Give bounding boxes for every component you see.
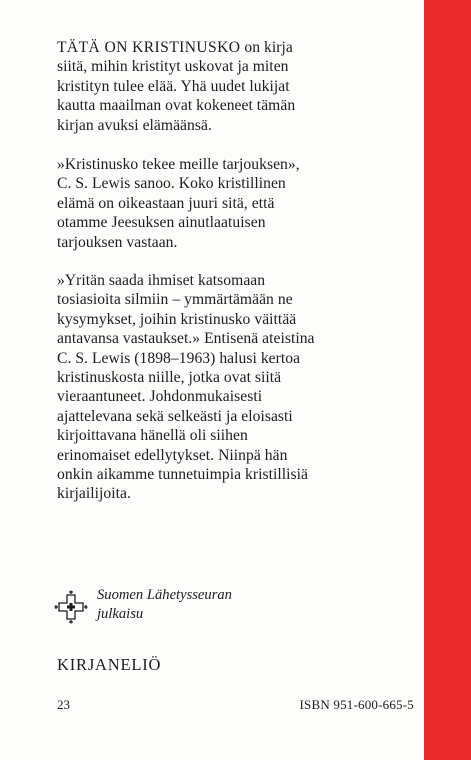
blurb-line: kirjan avuksi elämäänsä. xyxy=(57,116,212,134)
blurb-line: kristinuskosta niille, jotka ovat siitä xyxy=(57,369,282,387)
lead-caps: TÄTÄ ON KRISTINUSKO xyxy=(57,39,241,56)
blurb-line: erinomaiset edellytykset. Niinpä hän xyxy=(57,446,288,464)
blurb-line: C. S. Lewis sanoo. Koko kristillinen xyxy=(57,175,286,193)
blurb-line: otamme Jeesuksen ainutlaatuisen xyxy=(57,214,266,232)
blurb-paragraph-1 xyxy=(57,38,402,135)
imprint-name: KIRJANELIÖ xyxy=(57,655,162,674)
blurb-line: siitä, mihin kristityt uskovat ja miten xyxy=(57,58,289,76)
blurb-line: tarjouksen vastaan. xyxy=(57,233,178,251)
blurb-line: vieraantuneet. Johdonmukaisesti xyxy=(57,388,263,406)
publisher-mark xyxy=(53,586,363,632)
blurb-paragraph-3 xyxy=(57,271,402,504)
blurb-line: kirjoittavana hänellä oli siihen xyxy=(57,427,248,445)
publisher-name xyxy=(97,586,232,624)
product-code: 23 xyxy=(57,697,70,712)
red-edge-stripe xyxy=(424,0,471,760)
publisher-line-1: Suomen Lähetysseuran xyxy=(97,587,232,603)
isbn: ISBN 951-600-665-5 xyxy=(299,697,414,712)
blurb-line: kautta maailman ovat kokeneet tämän xyxy=(57,97,296,115)
blurb-line: C. S. Lewis (1898–1963) halusi kertoa xyxy=(57,349,301,367)
blurb-line: kysymykset, joihin kristinusko väittää xyxy=(57,310,297,328)
blurb-line: antavansa vastaukset.» Entisenä ateistina xyxy=(57,330,315,348)
cross-icon xyxy=(53,589,89,625)
blurb-line: onkin aikamme tunnetuimpia kristillisiä xyxy=(57,466,308,484)
blurb-line: kirjailijoita. xyxy=(57,485,131,503)
blurb-line: »Yritän saada ihmiset katsomaan xyxy=(57,272,266,289)
blurb-line: »Kristinusko tekee meille tarjouksen», xyxy=(57,156,300,173)
blurb-paragraph-2 xyxy=(57,155,402,252)
blurb-line: kristityn tulee elää. Yhä uudet lukijat xyxy=(57,77,290,95)
blurb-line: TÄTÄ ON KRISTINUSKO on kirja xyxy=(57,39,293,56)
blurb-line: tosiasioita silmiin – ymmärtämään ne xyxy=(57,291,293,309)
blurb-line: elämä on oikeastaan juuri sitä, että xyxy=(57,194,275,212)
blurb-line: ajattelevana sekä selkeästi ja eloisasti xyxy=(57,407,293,425)
publisher-line-2: julkaisu xyxy=(97,606,144,622)
